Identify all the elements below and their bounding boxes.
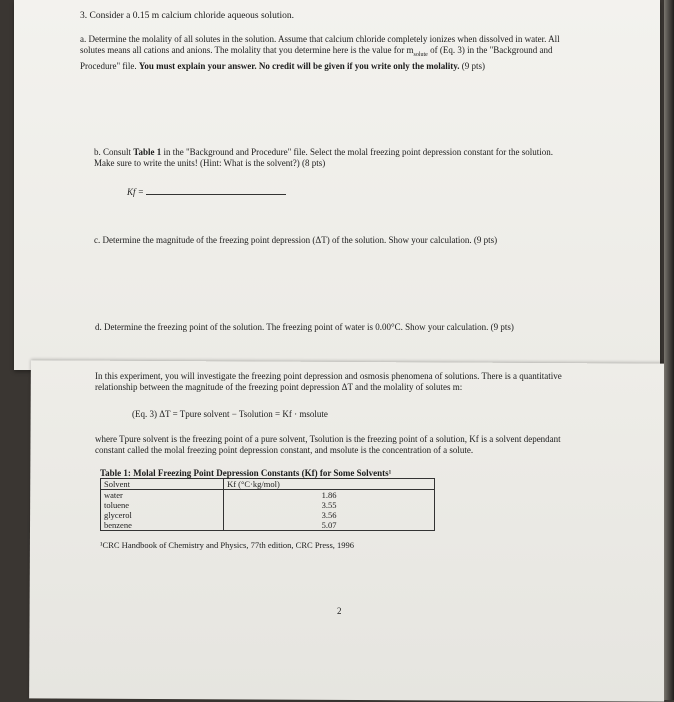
question-title: 3. Consider a 0.15 m calcium chloride aqueous solution.	[80, 11, 294, 21]
table-row	[101, 490, 435, 501]
part-d-text: d. Determine the freezing point of the solution. The freezing point of water is 0.00°C. Show your calculation. (9 pts)	[95, 322, 514, 332]
cell-solvent: water	[101, 490, 224, 501]
freezing-constants-table	[100, 478, 435, 531]
part-b-text: b. Consult Table 1 in the "Background and Procedure" file. Select the molal freezing point depression constant for the solution. Make sure to write the units! (Hint: What is the solvent?) (8 pts)	[94, 147, 553, 168]
table-header-row	[101, 479, 435, 490]
page-number: 2	[337, 606, 342, 616]
equation-3: (Eq. 3) ΔT = Tpure solvent − Tsolution = Kf · msolute	[132, 409, 328, 419]
table-row	[101, 510, 435, 520]
table-row	[101, 520, 435, 531]
cell-solvent: benzene	[101, 520, 224, 531]
kf-answer-line: Kf =	[127, 186, 286, 197]
part-a-text: a. Determine the molality of all solutes in the solution. Assume that calcium chloride completely ionizes when dissolved in water. All solutes means all cations and anions. The molality that you determine here is the value for $m_{solute}$ of (Eq. 3) in the "Background and Procedure" file. You must explain your answer. No credit will be given if you write only the molality. (9 pts)	[80, 34, 560, 71]
cell-solvent: glycerol	[101, 510, 224, 520]
kf-blank[interactable]	[146, 186, 286, 195]
background-page	[29, 360, 666, 701]
table-row	[101, 500, 435, 510]
background-intro: In this experiment, you will investigate the freezing point depression and osmosis phenomena of solutions. There is a quantitative relationship between the magnitude of the freezing point depression ΔT and the molality of solutes m:	[95, 371, 562, 392]
cell-kf: 1.86	[224, 490, 435, 501]
header-kf: Kf (°C·kg/mol)	[224, 479, 435, 490]
cell-solvent: toluene	[101, 500, 224, 510]
cell-kf: 3.56	[224, 510, 435, 520]
table-title: Table 1: Molal Freezing Point Depression Constants (Kf) for Some Solvents¹	[100, 468, 392, 478]
cell-kf: 5.07	[224, 520, 435, 531]
part-c-text: c. Determine the magnitude of the freezing point depression (ΔT) of the solution. Show your calculation. (9 pts)	[94, 235, 498, 245]
equation-explanation: where Tpure solvent is the freezing point of a pure solvent, Tsolution is the freezing point of a solution, Kf is a solvent dependant constant called the molal freezing point depression constant, and msolute is the concentration of a solute.	[95, 434, 561, 455]
header-solvent: Solvent	[101, 479, 224, 490]
photo-edge-shadow	[664, 0, 674, 700]
cell-kf: 3.55	[224, 500, 435, 510]
table-footnote: ¹CRC Handbook of Chemistry and Physics, 77th edition, CRC Press, 1996	[100, 540, 355, 550]
